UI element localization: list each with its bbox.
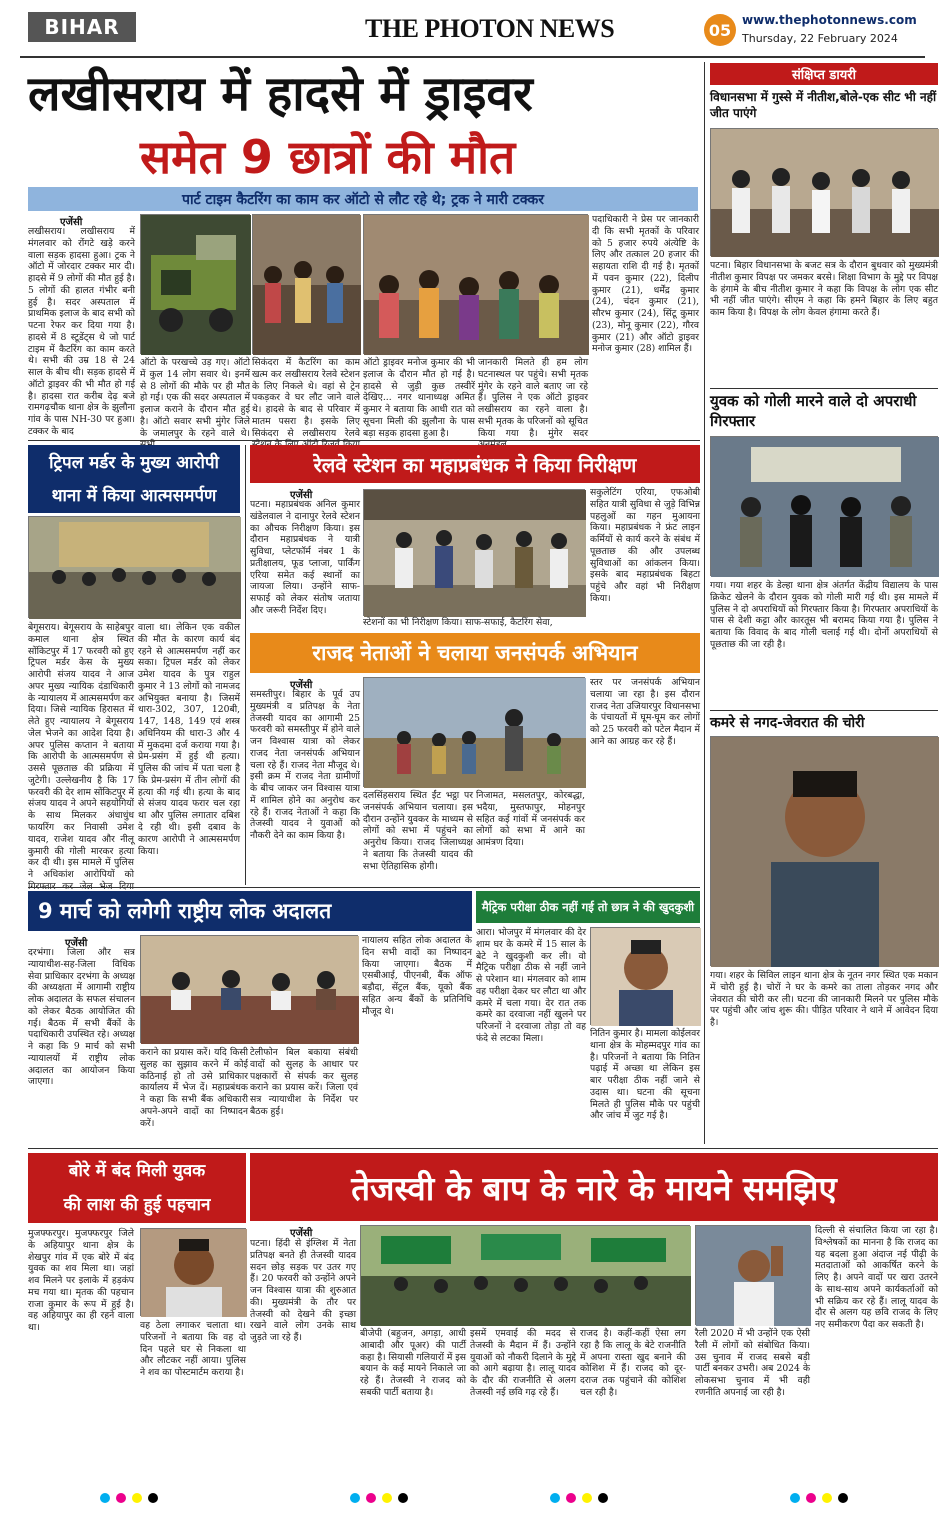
lower-rule [28, 1148, 938, 1149]
section-tag-text: BIHAR [44, 15, 120, 39]
theft-photo-man [710, 736, 938, 966]
suicide-col2 [590, 1028, 700, 1145]
diary-body-text: पटना। बिहार विधानसभा के बजट सत्र के दौरान बुधवार को मुख्यमंत्री नीतीश कुमार विपक्ष पर जमकर बरसे। शिक्षा विभाग के मुद्दे पर विपक्ष के हंगामे के बीच नीतीश कुमार ने कहा कि विपक्ष के लोग एक सीट भी नहीं जीत पाएंगे। सीएम ने कहा कि हमने बिहार के लिए बहुत काम किया है। विपक्ष के लोग केवल हंगामा करते हैं। [710, 260, 938, 319]
lead-photo-crowd [252, 214, 360, 354]
body-photo-portrait [140, 1228, 246, 1316]
shot-body-text: गया। गया शहर के डेल्हा थाना क्षेत्र अंतर्गत केंद्रीय विद्यालय के पास क्रिकेट खेलने के दौरान युवक को गोली मारी गई थी। इस मामले में पुलिस ने दो अपराधियों को गिरफ्तार किया है। गिरफ्तार अपराधियों के पास से देशी कट्टा और कारतूस भी बरामद किया गया है। पुलिस ने बताया कि विवाद के बाद गोली चलाई गई थी। दोनों अपराधियों से पूछताछ की जा रही है। [710, 580, 938, 650]
adalat-byline [65, 935, 135, 947]
diary-photo-assembly [710, 128, 938, 256]
lead-headline-line2 [140, 128, 660, 186]
adalat-col4-text: नायालय सहित लोक अदालत के दिन सभी वादों का निष्पादन किया जाएगा। बैठक में एसबीआई, पीएनबी, बैंक ऑफ बड़ौदा, सेंट्रल बैंक, यूको बैंक सहित अन्य बैंकों के प्रतिनिधि मौजूद थे। [362, 935, 472, 1017]
body-col1-text: मुजफ्फरपुर। मुजफ्फरपुर जिले के अहियापुर थाना क्षेत्र के शेखपुर गांव में एक बोरे में बंद युवक का शव मिला था। जहां शव मिलने पर इलाके में हड़कंप मच गया था। मृतक की पहचान राजा कुमार के रूप में हुई है। वह अहियापुर का ही रहने वाला था। [28, 1228, 134, 1334]
lead-headline-line2-text: समेत 9 छात्रों की मौत [140, 130, 516, 184]
rjd-col4-text: स्तर पर जनसंपर्क अभियान चलाया जा रहा है। इस दौरान राजद नेता उजियारपुर विधानसभा के पंचायतों में घूम-घूम कर लोगों को 25 फरवरी को पटेल मैदान में आने का आग्रह कर रहे हैं। [590, 677, 700, 747]
murder-headline-box-2 [28, 481, 240, 513]
sidebar-rule-2 [710, 710, 938, 711]
lead-col6-text: पदाधिकारी ने प्रेस पर जानकारी दी कि सभी मृतकों के परिवार को 5 हजार रुपये अंत्येष्टि के लिए और तत्काल 20 हजार की सहायता राशि दी गई है। मृतकों में पवन कुमार (22), दिलीप कुमार (21), धर्मेंद्र कुमार (24), चंदन कुमार (21), सौरभ कुमार (24), सिंटू कुमार (23), मोनू कुमार (22), गौरव कुमार (21) और ऑटो ड्राइवर मनोज कुमार (28) शामिल हैं। [592, 214, 699, 355]
theft-headline [710, 713, 938, 733]
adalat-photo-meeting [140, 935, 358, 1043]
murder-photo-crowd [28, 516, 240, 618]
tejashwi-col3-text: इसमें एमवाई की मदद से तेजस्वी के मैदान में हैं। उन्होंने युवाओं को नौकरी दिलाने के मुद्दे को आगे बढ़ाया है। लालू यादव के दौर की राजनीति से अलग तेजस्वी नई छवि गढ़ रहे हैं। [470, 1328, 576, 1398]
suicide-photo-boy [590, 927, 700, 1025]
rjd-headline-bar [250, 633, 700, 673]
murder-vrule [245, 445, 246, 885]
tejashwi-headline-bar [250, 1153, 938, 1221]
lead-col2 [140, 357, 250, 437]
page-number: 05 [708, 20, 732, 40]
rjd-col3-text: निजामत, मसलतपुर, कोरबद्धा, भदैया, मुस्तफापुर, मोहनपुर सहित कई गांवों में जनसंपर्क कर लोगों को सभा में आने का आमंत्रण दिया। [476, 790, 585, 849]
murder-col1-text: बेगूसराय। बेगूसराय के साहेबपुर कमाल थाना क्षेत्र स्थित सोंकिटपुर में 17 फरवरी को हुए ट्रिपल मर्डर केस के मुख्य आरोपी संजय यादव ने आज अपर मुख्य न्यायिक दंडाधिकारी के न्यायालय में आत्मसमर्पण कर दिया। जिसे न्यायिक हिरासत में लेते हुए न्यायालय ने बेगूसराय जेल भेजने का आदेश दिया है। अपर पुलिस कप्तान ने बताया कि आरोपी के आत्मसमर्पण से उससे पूछताछ की प्रक्रिया में जुटेगी। उल्लेखनीय है कि 17 फरवरी की देर शाम सोंकिटपुर में संजय यादव ने अपने सहयोगियों के साथ मिलकर अंधाधुंध फायरिंग कर निवासी उमेश यादव, राजेश यादव और नीलू कुमारी की गोली मारकर हत्या कर दी थी। इस मामले में पुलिस ने अधिकांश आरोपियों को [28, 622, 135, 881]
railway-byline [290, 487, 360, 499]
lead-photo-mourners [363, 214, 588, 354]
tejashwi-col7 [815, 1225, 938, 1478]
lead-headline-line1 [28, 62, 698, 126]
tejashwi-col6 [695, 1328, 810, 1478]
railway-headline: रेलवे स्टेशन का महाप्रबंधक ने किया निरीक्षण [313, 452, 637, 477]
tejashwi-col2-text: बीजेपी (बहुजन, अगड़ा, आधी आबादी और पूअर) की पार्टी कहा है। सियासी गलियारों में इस बयान के कई मायने निकाले जा रहे हैं। तेजस्वी ने राजद को सबकी पार्टी बताया है। [360, 1328, 467, 1398]
murder-headline-box [28, 445, 240, 481]
diary-body [710, 260, 938, 384]
rjd-col1 [250, 689, 360, 883]
tejashwi-byline [290, 1225, 360, 1237]
tejashwi-photo-rally [360, 1225, 690, 1325]
railway-col1-text: पटना। महाप्रबंधक अनिल कुमार खंडेलवाल ने दानापुर रेलवे स्टेशन का औचक निरीक्षण किया। इस दौरान महाप्रबंधक ने यात्री सुविधा, प्लेटफॉर्म नंबर 1 के प्रतीक्षालय, फूड प्लाजा, पार्किंग एरिया समेत कई स्थानों का जायजा लिया। उन्होंने साफ-सफाई को लेकर संतोष जताया और जरूरी निर्देश दिए। [250, 499, 360, 616]
shot-photo-arrest [710, 436, 938, 576]
lead-col6 [592, 214, 699, 437]
adalat-byline-text: एजेंसी [65, 938, 88, 949]
website-text: www.thephotonnews.com [742, 13, 917, 27]
masthead [0, 0, 945, 56]
diary-headline-text: विधानसभा में गुस्से में नीतीश,बोले-एक सीट भी नहीं जीत पाएंगे [710, 90, 937, 121]
tejashwi-photo-leader [695, 1225, 810, 1325]
adalat-col2-text: कराने का प्रयास करें। यदि किसी सुलह का सुझाव करने में कोई कठिनाई हो तो उसे प्राधिकार कार्यालय में भेज दें। महाप्रबंधक ने कहा कि सभी बैंक अधिकारी अपने-अपने वादों का निष्पादन करें। [140, 1047, 248, 1129]
tejashwi-col3 [470, 1328, 576, 1478]
lead-photo-crash [140, 214, 250, 354]
rjd-col2 [363, 790, 473, 883]
lead-subhead [28, 187, 698, 211]
railway-headline-bar [250, 445, 700, 483]
body-headline-box [28, 1153, 246, 1223]
suicide-col1-text: आरा। भोजपुर में मंगलवार की देर शाम घर के कमरे में 15 साल के बेटे ने खुदकुशी कर ली। वो मैट्रिक परीक्षा ठीक से नहीं जाने से परेशान था। मंगलवार को शाम वह परीक्षा देकर घर लौटा था और कमरे में चला गया। देर रात तक कमरे का दरवाजा नहीं खुलने पर परिजनों ने दरवाजा तोड़ा तो वह फंदे से लटका मिला। [476, 927, 586, 1044]
paper-name [365, 14, 615, 46]
body-headline-line2: की लाश की हुई पहचान [63, 1195, 211, 1215]
adalat-col1-text: दरभंगा। जिला और सत्र न्यायाधीश-सह-जिला विधिक सेवा प्राधिकार दरभंगा के अध्यक्ष की अध्यक्षता में आगामी राष्ट्रीय लोक अदालत के सफल संचालन को लेकर बैठक आयोजित की गई। बैठक में सभी बैंकों के पदाधिकारी उपस्थित रहे। अध्यक्ष ने कहा कि 9 मार्च को सभी न्यायालयों में राष्ट्रीय लोक अदालत का आयोजन किया जाएगा। [28, 947, 135, 1088]
website-link[interactable] [742, 13, 937, 29]
adalat-col3 [250, 1047, 358, 1145]
tejashwi-col4-text: राजद है। कहीं-कहीं ऐसा लग रहा है कि लालू के बेटे राजनीति में अपना रास्ता खुद बनाने की कोशिश में हैं। राजद को दूर-दराज तक पहुंचाने की कोशिश चल रही है। [580, 1328, 686, 1398]
theft-body [710, 970, 938, 1144]
murder-col2 [138, 622, 240, 882]
page-number-badge [704, 14, 736, 46]
footer-color-marks [0, 1488, 945, 1508]
railway-caption [363, 617, 585, 629]
issue-date-text: Thursday, 22 February 2024 [742, 32, 898, 45]
railway-photo-inspection [363, 489, 585, 616]
diary-headline [710, 89, 938, 125]
lead-col3 [252, 357, 360, 437]
rjd-byline-text: एजेंसी [290, 680, 313, 691]
railway-col2-text: सकुलेटिंग एरिया, एफओबी सहित यात्री सुविधा से जुड़े विभिन्न पहलुओं का गहन मुआयना किया। महाप्रबंधक ने फ्रंट लाइन कर्मियों से कार्य करने के संबंध में पूछताछ की और उपलब्ध सुविधाओं का आंकलन किया। इसके बाद महाप्रबंधक बिहटा पहुंचे और वहां भी निरीक्षण किया। [590, 487, 700, 604]
mid-rule [28, 887, 700, 888]
adalat-headline-bar [28, 891, 472, 931]
murder-headline-line2: थाना में किया आत्मसमर्पण [51, 486, 217, 506]
sidebar-vrule [704, 62, 705, 1144]
murder-col2-text: वाला था। लेकिन एक वकील की मौत के कारण कार्य बंद रहने से आत्मसमर्पण नहीं कर सका। ट्रिपल मर्डर को लेकर उमेश यादव के पुत्र राहुल कुमार ने 13 लोगों को नामजद अभियुक्त बनाया है। जिसमें धारा-302, 307, 120बी, 147, 148, 149 एवं शस्त्र अधिनियम की धारा-3 और 4 में मुकदमा दर्ज कराया गया है। प्रेम-प्रसंग में हुई थी हत्या। पुलिस की जांच में पता चला है कि प्रेम-प्रसंग में तीन लोगों की हत्या की गई थी। हत्या के बाद से संजय यादव फरार चल रहा था और पुलिस लगातार दबिश दे रही थी। इसी दबाव के कारण आरोपी ने आत्मसमर्पण किया। [138, 622, 240, 857]
tejashwi-col1 [250, 1238, 356, 1478]
suicide-headline: मैट्रिक परीक्षा ठीक नहीं गई तो छात्र ने की खुदकुशी [481, 899, 695, 914]
adalat-col4 [362, 935, 472, 1145]
body-col1 [28, 1228, 134, 1478]
adalat-col1 [28, 947, 135, 1145]
railway-caption-text: स्टेशनों का भी निरीक्षण किया। साफ-सफाई, कैटरिंग सेवा, [363, 617, 553, 628]
masthead-rule [20, 56, 925, 58]
lead-byline-text: एजेंसी [60, 217, 83, 228]
suicide-col2-text: नितिन कुमार है। मामला कोईलवर थाना क्षेत्र के मोहम्मदपुर गांव का है। परिजनों ने बताया कि नितिन पढ़ाई में अच्छा था लेकिन इस बार परीक्षा ठीक नहीं जाने से उदास था। घटना की सूचना मिलते ही पुलिस मौके पर पहुंची और जांच में जुट गई है। [590, 1028, 700, 1122]
tejashwi-col6-text: दिल्ली से संचालित किया जा रहा है। विश्लेषकों का मानना है कि राजद का यह बदला हुआ अंदाज नई पीढ़ी के मतदाताओं को आकर्षित करने के लिए है। [815, 1225, 938, 1284]
railway-col2 [590, 487, 700, 629]
adalat-headline: 9 मार्च को लगेगी राष्ट्रीय लोक अदालत [38, 899, 332, 923]
diary-label-text: संक्षिप्त डायरी [792, 68, 856, 83]
tejashwi-col4 [580, 1328, 686, 1478]
rjd-photo-campaign [363, 677, 585, 787]
lead-byline [60, 214, 130, 226]
paper-name-text: THE PHOTON NEWS [365, 14, 615, 43]
rjd-col3 [476, 790, 585, 883]
rjd-byline [290, 677, 360, 689]
lead-bottom-rule [28, 440, 700, 441]
adalat-col3-text: टेलीफोन बिल बकाया संबंधी वादों को सुलह के आधार पर पक्षकारों से संपर्क कर सुलह कराने का प्रयास करें। जिला एवं सत्र न्यायाधीश के निर्देश पर बैठक हुई। [250, 1047, 358, 1117]
issue-date [742, 32, 937, 48]
shot-headline-text: युवक को गोली मारने वाले दो अपराधी गिरफ्तार [710, 392, 917, 430]
lead-subhead-text: पार्ट टाइम कैटरिंग का काम कर ऑटो से लौट रहे थे; ट्रक ने मारी टक्कर [182, 191, 544, 208]
tejashwi-headline: तेजस्वी के बाप के नारे के मायने समझिए [351, 1168, 837, 1208]
lead-col4-text: ऑटो ड्राइवर मनोज कुमार की भी इलाज के दौरान मौत हो गई है। हादसे से जुड़ी कुछ तस्वीरें देखिए... नगर थानाध्यक्ष अमित कुमार ने बताया कि आधी रात को सूचना मिली की झुलौना के पास बड़ा सड़क हादसा हुआ है। [363, 357, 475, 439]
tejashwi-byline-text: एजेंसी [290, 1228, 313, 1239]
lead-col1 [28, 226, 135, 436]
suicide-headline-bar [476, 891, 700, 923]
railway-byline-text: एजेंसी [290, 490, 313, 501]
shot-headline [710, 392, 938, 432]
section-tag [28, 12, 136, 42]
rjd-headline: राजद नेताओं ने चलाया जनसंपर्क अभियान [312, 641, 638, 665]
rjd-col4 [590, 677, 700, 883]
body-col2-text: वह ठेला लगाकर चलाता था। परिजनों ने बताया कि वह दो दिन पहले घर से निकला था और लौटकर नहीं आया। पुलिस ने शव का पोस्टमार्टम कराया है। [140, 1320, 246, 1379]
lead-col3-text: सिकंदरा में कैटरिंग का काम खत्म कर लखीसराय रेलवे स्टेशन के लिए निकले थे। वहां से ट्रेन पकड़कर वे घर लौट जाने वाले थे। हादसे के बाद से परिवार में मातम पसरा है। इसके लिए सिकंदरा से लखीसराय रेलवे [252, 357, 360, 439]
tejashwi-col5-text: रैली 2020 में भी उन्होंने एक ऐसी रैली में लोगों को संबोधित किया। उस चुनाव में राजद सबसे बड़ी पार्टी बनकर उभरी। अब 2024 के लोकसभा चुनाव में भी वही रणनीति अपनाई जा रही है। [695, 1328, 810, 1398]
lead-col2-text: ऑटो के परखच्चे उड़ गए। ऑटो में कुल 14 लोग सवार थे। इनमें से 8 लोगों की मौके पर ही मौत हो गई। एक की सदर अस्पताल में इलाज कराने के दौरान मौत हुई है। ऑटो सवार सभी मुंगेर जिले के जमालपुर के रहने वाले थे। [140, 357, 250, 439]
theft-headline-text: कमरे से नगद-जेवरात की चोरी [710, 715, 865, 731]
diary-label [710, 63, 938, 85]
railway-col1 [250, 499, 360, 625]
adalat-col2 [140, 1047, 248, 1145]
murder-headline-line1: ट्रिपल मर्डर के मुख्य आरोपी [49, 453, 219, 473]
sidebar-rule-1 [710, 388, 938, 389]
lead-col1-text: लखीसराय। लखीसराय में मंगलवार को रोंगटे खड़े करने वाला सड़क हादसा हुआ। ट्रक ने ऑटो में जोरदार टक्कर मार दी। हादसे में 9 लोगों की मौत हुई है। 5 लोगों की हालत गंभीर बनी हुई है। सदर अस्पताल में प्राथमिक इलाज के बाद सभी को पटना रेफर कर दिया गया है। हादसे में 8 स्टूडेंट्स थे जो पार्ट टाइम में कैटरिंग का काम करते थे। सभी की उम्र 18 से 24 साल के बीच थी। सड़क हादसे में ऑटो ड्राइवर की भी मौत हो गई है। हादसा रात करीब देढ़ बजे रामगढ़चौक थाना क्षेत्र के झुलौना गांव के पास NH-30 पर हुआ। टक्कर के बाद [28, 226, 135, 438]
tejashwi-col2 [360, 1328, 466, 1478]
lead-col4 [363, 357, 475, 437]
lead-col5-text: जानकारी मिलते ही हम लोग घटनास्थल पर पहुंचे। सभी मृतक मुंगेर के रहने वाले बताए जा रहे हैं। पुलिस ने एक ऑटो ड्राइवर लखीसराय का रहने वाला है। सभी मृतक के परिजनों को सूचित किया गया है। मुंगेर सदर [478, 357, 588, 439]
rjd-col2-text: दलसिंहसराय स्थित ईंट भट्ठा पर जनसंपर्क अभियान चलाया। इस दौरान उन्होंने युवकर के माध्यम से लोगों को सभा में पहुंचने का अनुरोध किया। राजद जिलाध्यक्ष ने बताया कि तेजस्वी यादव की सभा ऐतिहासिक होगी। [363, 790, 473, 872]
suicide-col1 [476, 927, 586, 1145]
tejashwi-col1-text: पटना। हिंदी से इंग्लिश में नेता प्रतिपक्ष बनते ही तेजस्वी यादव सदन छोड़ सड़क पर उतर गए हैं। 20 फरवरी को उन्होंने अपने जन विश्वास यात्रा की शुरुआत की। मुख्यमंत्री के तौर पर तेजस्वी को देखने की इच्छा रखने वाले लोग उनके साथ जुड़ते जा रहे हैं। [250, 1238, 356, 1344]
body-col2 [140, 1320, 246, 1478]
body-headline-line1: बोरे में बंद मिली युवक [68, 1161, 206, 1181]
murder-col1 [28, 622, 134, 882]
shot-body [710, 580, 938, 708]
theft-body-text: गया। शहर के सिविल लाइन थाना क्षेत्र के नूतन नगर स्थित एक मकान में चोरी हुई है। चोरों ने घर के कमरे का ताला तोड़कर नगद और जेवरात की चोरी कर ली। घटना की जानकारी मिलने पर पुलिस मौके पर पहुंची और जांच शुरू की। पीड़ित परिवार ने थाने में आवेदन दिया है। [710, 970, 938, 1029]
rjd-col1-text: समस्तीपुर। बिहार के पूर्व उप मुख्यमंत्री व प्रतिपक्ष के नेता तेजस्वी यादव का आगामी 25 फरवरी को समस्तीपुर में होने वाले जन विश्वास यात्रा को लेकर राजद नेता जनसंपर्क अभियान चला रहे हैं। राजद नेता मौजूद थे। इसी क्रम में राजद नेता ग्रामीणों के बीच जाकर जन विश्वास यात्रा में शामिल होने का अनुरोध कर रहे हैं। राजद नेताओं ने कहा कि तेजस्वी यादव ने युवाओं को नौकरी देने का काम किया है। [250, 689, 360, 842]
lead-col5 [478, 357, 588, 437]
tejashwi-col7-text: अपने वादों पर खरा उतरने के साथ-साथ अपने कार्यकर्ताओं को भी सक्रिय कर रहे हैं। लालू यादव के दौर से अलग यह छवि राजद के लिए नए समीकरण पैदा कर सकती है। [815, 1272, 938, 1331]
lead-headline-line1-text: लखीसराय में हादसे में ड्राइवर [28, 66, 533, 122]
